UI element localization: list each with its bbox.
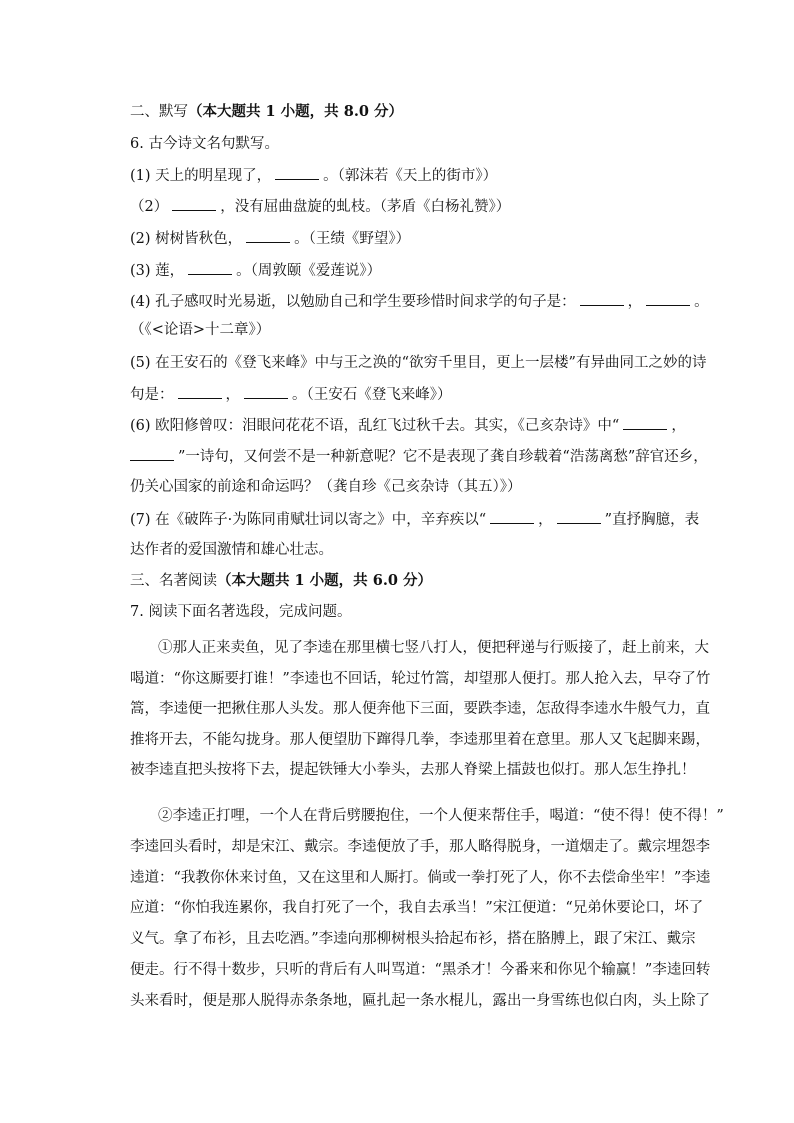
item-text: ，: [538, 512, 553, 528]
item-text: 。（郭沫若《天上的街市》）: [323, 168, 498, 184]
q6-item-1: [130, 165, 698, 186]
answer-blank[interactable]: [580, 291, 624, 306]
passage-line: 推将开去，不能勾拢身。那人便望肋下蹿得几拳，李逵那里着在意里。那人又飞起脚来踢，: [130, 731, 710, 748]
answer-blank[interactable]: [646, 291, 690, 306]
passage-line: ②李逵正打哩，一个人在背后劈腰抱住，一个人便来帮住手，喝道：“使不得！使不得！”: [158, 808, 724, 824]
item-text: ，: [225, 387, 240, 403]
item-text: 。（王安石《登飞来峰》）: [292, 387, 452, 403]
item-text: ，: [627, 294, 643, 310]
item-text: 句是：: [130, 387, 174, 403]
passage-line: ①那人正来卖鱼，见了李逵在那里横七竖八打人，便把秤递与行贩接了，赶上前来，大: [158, 640, 709, 656]
answer-blank[interactable]: [246, 228, 290, 243]
section-meta: （本大题共 1 小题，共 8.0 分）: [188, 103, 404, 120]
answer-blank[interactable]: [557, 509, 601, 524]
item-text: 。（王绩《野望》）: [294, 231, 411, 247]
item-text: (1) 天上的明星现了，: [130, 168, 272, 184]
passage-line: 应道：“你怕我连累你，我自打死了一个，我自去承当！”宋江便道：“兄弟休要论口，坏了: [130, 900, 704, 917]
item-text: (2) 树树皆秋色，: [130, 231, 243, 247]
answer-blank[interactable]: [244, 384, 288, 399]
question-6-title: 6. 古今诗文名句默写。: [130, 136, 279, 152]
answer-blank[interactable]: [275, 165, 319, 180]
answer-blank[interactable]: [623, 415, 667, 430]
section-3-heading: [130, 571, 698, 591]
section-meta: （本大题共 1 小题，共 6.0 分）: [217, 572, 433, 589]
passage-line: 头来看时，便是那人脱得赤条条地，匾扎起一条水棍儿，露出一身雪练也似白肉，头上除了: [130, 992, 710, 1009]
q6-item-7-cont: [130, 446, 708, 467]
item-text: (4) 孔子感叹时光易逝，以勉励自己和学生要珍惜时间求学的句子是：: [130, 294, 576, 310]
item-text: ”直抒胸臆，表: [604, 512, 700, 528]
q6-item-2: [130, 196, 698, 217]
q6-item-8-end: 达作者的爱国激情和雄心壮志。: [130, 542, 333, 558]
passage-line: 李逵回头看时，却是宋江、戴宗。李逵便放了手，那人略得脱身，一道烟走了。戴宗埋怨李: [130, 838, 710, 855]
item-text: ”一诗句，又何尝不是一种新意呢？它不是表现了龚自珍载着“浩荡离愁”辞官还乡，: [178, 449, 708, 465]
passage-line: 逵道：“我教你休来讨鱼，又在这里和人厮打。倘或一拳打死了人，你不去偿命坐牢！”李逵: [130, 869, 711, 886]
q6-item-6: (5) 在王安石的《登飞来峰》中与王之涣的“欲穷千里目，更上一层楼”有异曲同工之妙的诗: [130, 355, 707, 371]
q6-item-4: [130, 260, 698, 281]
passage-line: 篙，李逵便一把揪住那人头发。那人便奔他下三面，要跌李逵，怎敌得李逵水牛般气力，直: [130, 701, 710, 717]
answer-blank[interactable]: [172, 196, 216, 211]
q6-item-5: [130, 291, 709, 312]
item-text: 。（周敦颐《爱莲说》）: [236, 263, 382, 279]
q6-item-5-source: （《<论语>十二章》）: [130, 322, 271, 338]
answer-blank[interactable]: [130, 446, 174, 461]
item-text: (3) 莲，: [130, 263, 185, 279]
passage-line: 被李逵直把头按将下去，提起铁锤大小拳头，去那人脊梁上擂鼓也似打。那人怎生挣扎！: [130, 762, 696, 778]
item-text: ，没有屈曲盘旋的虬枝。（茅盾《白杨礼赞》）: [220, 199, 511, 215]
q6-item-7: [130, 415, 698, 436]
q6-item-7-end: 仍关心国家的前途和命运吗？（龚自珍《己亥杂诗（其五）》）: [130, 479, 522, 495]
section-label: 三、名著阅读: [130, 573, 217, 589]
question-7-title: 7. 阅读下面名著选段，完成问题。: [130, 604, 352, 620]
answer-blank[interactable]: [178, 384, 222, 399]
item-text: 。: [694, 294, 709, 310]
item-text: (6) 欧阳修曾叹：泪眼问花花不语，乱红飞过秋千去。其实，《己亥杂诗》中“: [130, 418, 620, 434]
q6-item-6-cont: [130, 384, 698, 405]
q6-item-3: [130, 228, 698, 249]
answer-blank[interactable]: [188, 260, 232, 275]
item-text: ，: [671, 418, 686, 434]
section-label: 二、默写: [130, 104, 188, 120]
item-text: （2）: [130, 199, 169, 215]
passage-line: 便走。行不得十数步，只听的背后有人叫骂道：“黑杀才！今番来和你见个输赢！”李逵回转: [130, 962, 711, 978]
answer-blank[interactable]: [490, 509, 534, 524]
section-2-heading: [130, 102, 698, 122]
q6-item-8: [130, 509, 698, 530]
passage-line: 喝道：“你这厮要打谁！”李逵也不回话，轮过竹篙，却望那人便打。那人抢入去，早夺了竹: [130, 670, 711, 687]
passage-line: 义气。拿了布衫，且去吃酒。”李逵向那柳树根头拾起布衫，搭在胳膊上，跟了宋江、戴宗: [130, 931, 696, 948]
item-text: (7) 在《破阵子·为陈同甫赋壮词以寄之》中，辛弃疾以“: [130, 512, 487, 528]
